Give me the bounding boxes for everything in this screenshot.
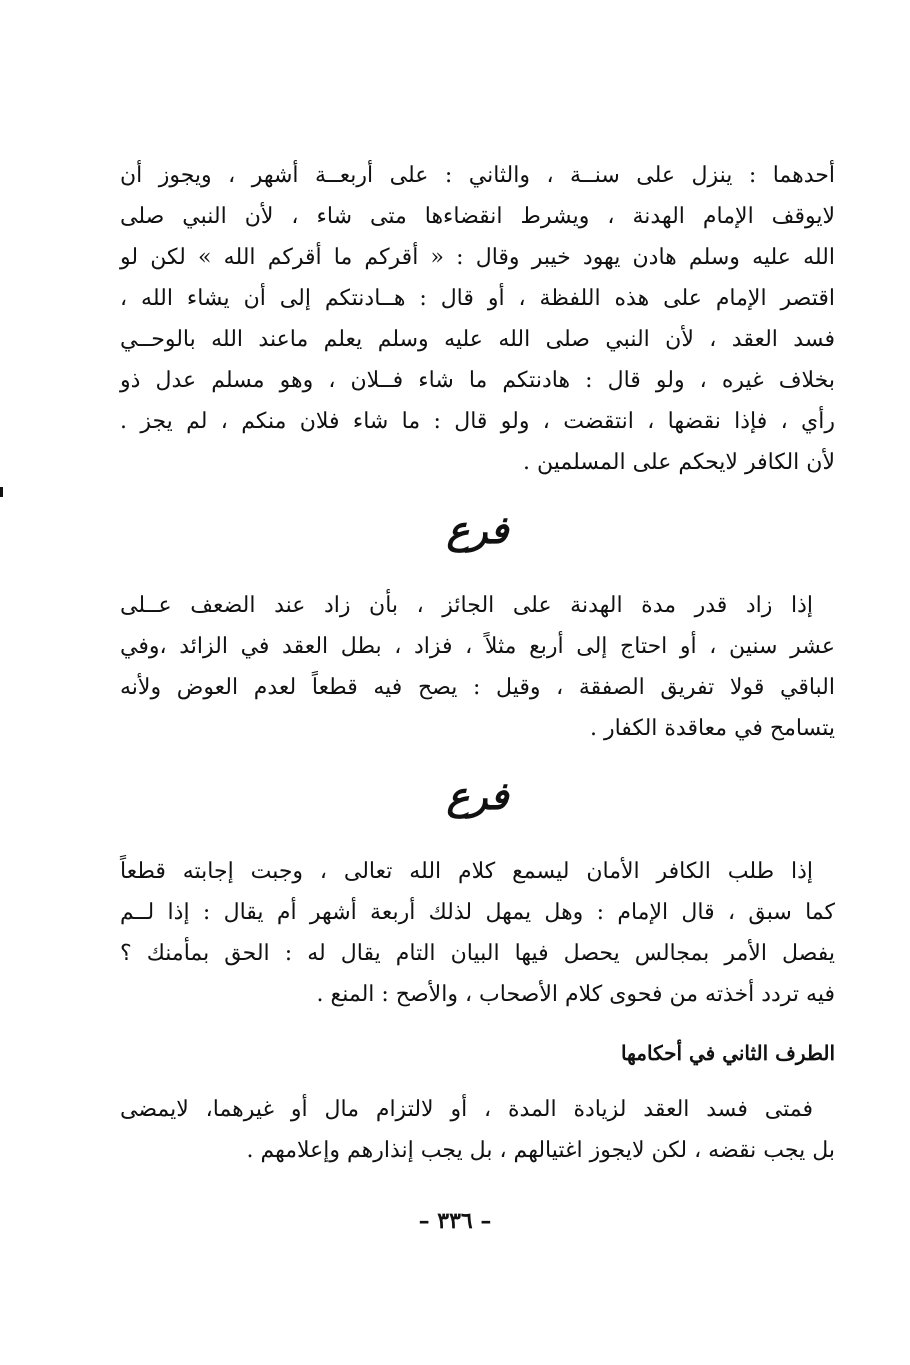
text-line: الله عليه وسلم هادن يهود خيبر وقال : « أقركم ما أقركم الله » لكن لو xyxy=(120,245,835,270)
page-body xyxy=(120,155,835,1171)
text-line: الباقي قولا تفريق الصفقة ، وقيل : يصح فيه قطعاً لعدم العوض ولأنه xyxy=(120,675,835,700)
scan-edge-mark xyxy=(0,487,3,497)
text-line: كما سبق ، قال الإمام : وهل يمهل لذلك أربعة أشهر أم يقال : إذا لــم xyxy=(120,900,835,925)
paragraph-aman-request xyxy=(120,851,835,1015)
text-line: أحدهما : ينزل على سنــة ، والثاني : على أربعــة أشهر ، ويجوز أن xyxy=(120,163,835,188)
text-line: فمتى فسد العقد لزيادة المدة ، أو لالتزام مال أو غيرهما، لايمضى xyxy=(120,1097,813,1122)
page-number: – ٣٣٦ – xyxy=(418,1208,492,1234)
text-line: بل يجب نقضه ، لكن لايجوز اغتيالهم ، بل يجب إنذارهم وإعلامهم . xyxy=(246,1138,835,1163)
text-line: يفصل الأمر بمجالس يحصل فيها البيان التام يقال له : الحق بمأمنك ؟ xyxy=(120,941,835,966)
text-line: يتسامح في معاقدة الكفار . xyxy=(589,716,835,741)
text-line: عشر سنين ، أو احتاج إلى أربع مثلاً ، فزاد ، بطل العقد في الزائد ،وفي xyxy=(120,634,835,659)
text-line: إذا زاد قدر مدة الهدنة على الجائز ، بأن زاد عند الضعف عــلى xyxy=(120,593,813,618)
text-line: بخلاف غيره ، ولو قال : هادنتكم ما شاء فــلان ، وهو مسلم عدل ذو xyxy=(120,368,835,393)
text-line: فيه تردد أخذته من فحوى كلام الأصحاب ، والأصح : المنع . xyxy=(316,982,835,1007)
paragraph-excess-duration xyxy=(120,585,835,749)
section-heading-far: فرع xyxy=(446,507,509,552)
text-line: لأن الكافر لايحكم على المسلمين . xyxy=(523,450,835,475)
text-line: لايوقف الإمام الهدنة ، ويشرط انقضاءها متى شاء ، لأن النبي صلى xyxy=(120,204,835,229)
text-line: رأي ، فإذا نقضها ، انتقضت ، ولو قال : ما شاء فلان منكم ، لم يجز . xyxy=(120,409,835,434)
text-line: إذا طلب الكافر الأمان ليسمع كلام الله تعالى ، وجبت إجابته قطعاً xyxy=(120,859,813,884)
paragraph-hadna-terms xyxy=(120,155,835,483)
text-line: فسد العقد ، لأن النبي صلى الله عليه وسلم يعلم ماعند الله بالوحــي xyxy=(120,327,835,352)
paragraph-invalid-contract xyxy=(120,1089,835,1171)
text-line: اقتصر الإمام على هذه اللفظة ، أو قال : هــادنتكم إلى أن يشاء الله ، xyxy=(120,286,835,311)
subsection-heading: الطرف الثاني في أحكامها xyxy=(620,1041,835,1065)
section-heading-far: فرع xyxy=(446,773,509,818)
